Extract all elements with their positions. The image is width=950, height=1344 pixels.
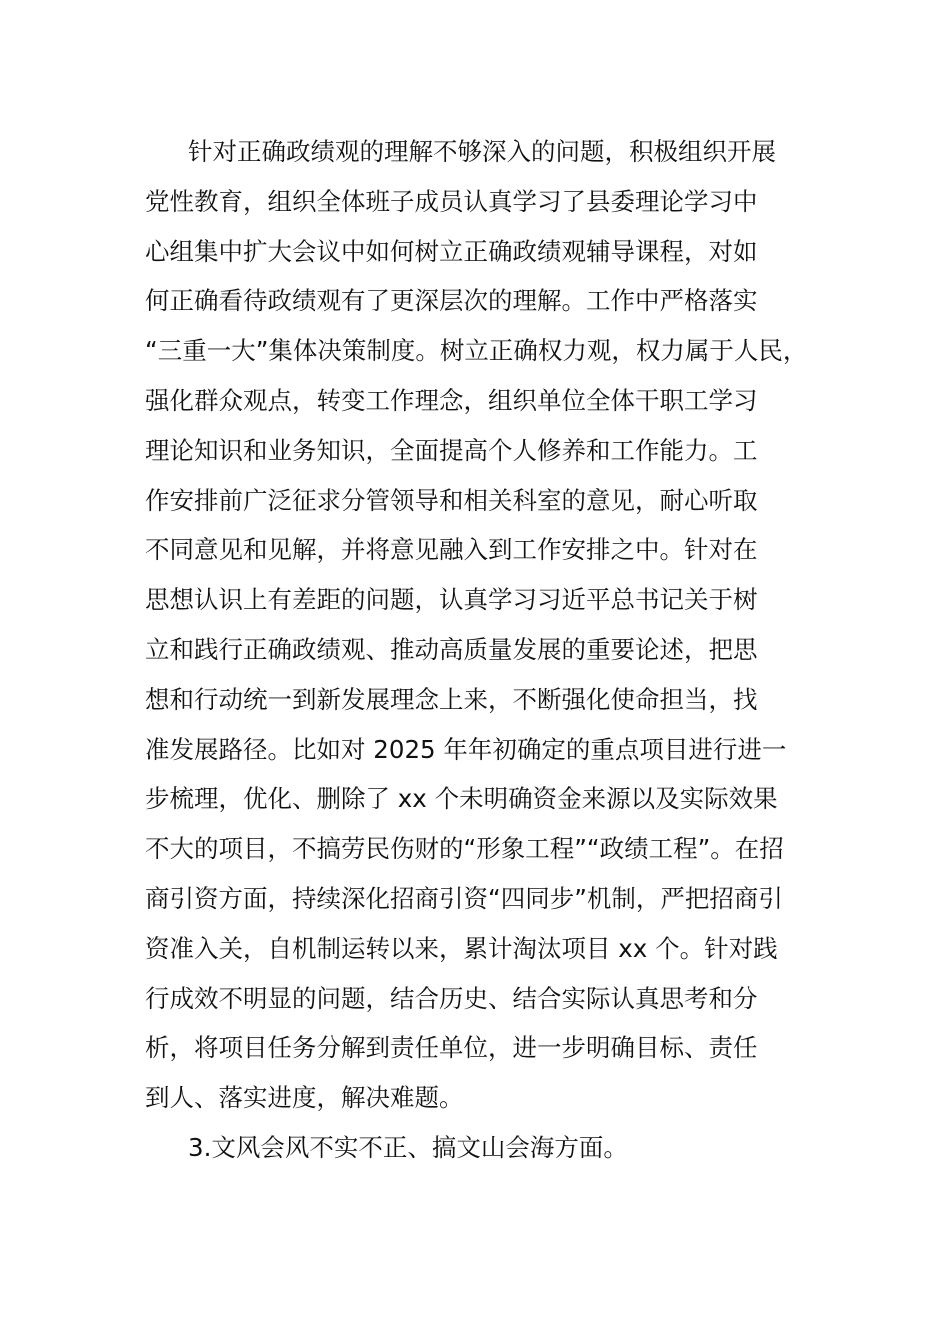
paragraph-line: 党性教育，组织全体班子成员认真学习了县委理论学习中 (145, 186, 758, 216)
document-body (145, 127, 845, 1173)
paragraph-line: 思想认识上有差距的问题，认真学习习近平总书记关于树 (145, 585, 758, 615)
paragraph-line: 商引资方面，持续深化招商引资“四同步”机制，严把招商引 (145, 883, 783, 913)
paragraph-line: “三重一大”集体决策制度。树立正确权力观，权力属于人民， (145, 336, 808, 366)
paragraph-line: 到人、落实进度，解决难题。 (145, 1083, 464, 1113)
paragraph-line: 理论知识和业务知识，全面提高个人修养和工作能力。工 (145, 435, 758, 465)
paragraph-line: 作安排前广泛征求分管领导和相关科室的意见，耐心听取 (145, 485, 758, 515)
paragraph-line: 何正确看待政绩观有了更深层次的理解。工作中严格落实 (145, 286, 758, 316)
paragraph-line: 步梳理，优化、删除了 xx 个未明确资金来源以及实际效果 (145, 784, 778, 814)
paragraph-line: 资准入关，自机制运转以来，累计淘汰项目 xx 个。针对践 (145, 933, 778, 963)
paragraph-line: 析，将项目任务分解到责任单位，进一步明确目标、责任 (145, 1033, 758, 1063)
paragraph-line: 立和践行正确政绩观、推动高质量发展的重要论述，把思 (145, 634, 758, 664)
paragraph-line: 不大的项目，不搞劳民伤财的“形象工程”“政绩工程”。在招 (145, 834, 784, 864)
paragraph-line: 行成效不明显的问题，结合历史、结合实际认真思考和分 (145, 983, 758, 1013)
section-heading: 3.文风会风不实不正、搞文山会海方面。 (188, 1132, 628, 1162)
paragraph-line: 心组集中扩大会议中如何树立正确政绩观辅导课程，对如 (145, 236, 758, 266)
paragraph-line: 强化群众观点，转变工作理念，组织单位全体干职工学习 (145, 385, 758, 415)
paragraph-line: 针对正确政绩观的理解不够深入的问题，积极组织开展 (188, 137, 776, 166)
paragraph-line: 不同意见和见解，并将意见融入到工作安排之中。针对在 (145, 535, 758, 565)
paragraph-line: 想和行动统一到新发展理念上来，不断强化使命担当，找 (145, 684, 758, 714)
paragraph-line: 准发展路径。比如对 2025 年年初确定的重点项目进行进一 (145, 734, 787, 764)
